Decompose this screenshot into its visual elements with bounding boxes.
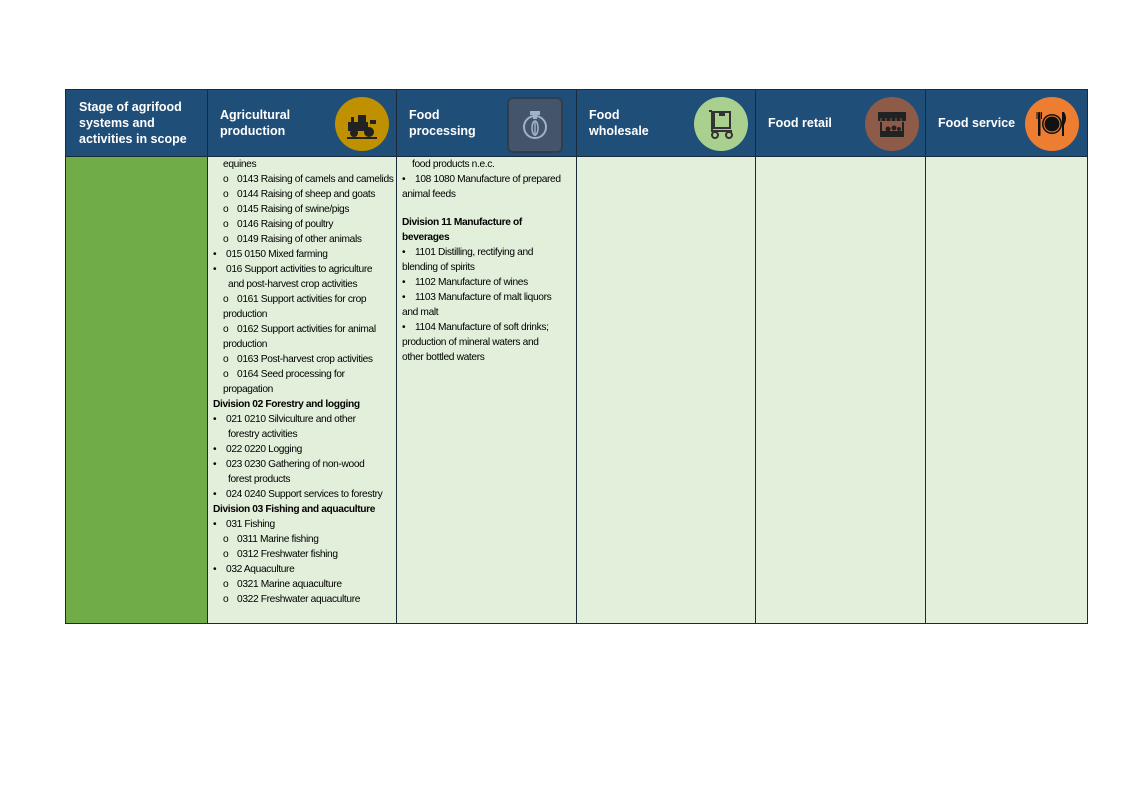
list-item: • 023 0230 Gathering of non-wood xyxy=(213,459,365,470)
list-item: o 0322 Freshwater aquaculture xyxy=(223,594,361,605)
stage-cell xyxy=(66,157,208,624)
list-item: equines xyxy=(223,159,257,170)
list-item: propagation xyxy=(223,384,273,395)
list-item: • 032 Aquaculture xyxy=(213,564,295,575)
food-processing-header xyxy=(397,90,577,157)
food-retail-label: Food retail xyxy=(768,116,832,130)
food-processing-cell xyxy=(397,157,577,624)
list-item: production of mineral waters and xyxy=(402,337,539,348)
food-retail-cell xyxy=(756,157,926,624)
list-item: • 1103 Manufacture of malt liquors xyxy=(402,292,552,303)
list-item: • 1102 Manufacture of wines xyxy=(402,277,528,288)
food-retail-header xyxy=(756,90,926,157)
list-item: • 022 0220 Logging xyxy=(213,444,302,455)
list-item: o 0144 Raising of sheep and goats xyxy=(223,189,376,200)
list-item: • 016 Support activities to agriculture xyxy=(213,264,373,275)
list-item: production xyxy=(223,339,268,350)
stage-header-label: Stage of agrifood systems and activities in scope xyxy=(79,100,187,146)
tractor-icon xyxy=(335,97,389,151)
list-item: and malt xyxy=(402,307,439,318)
list-item: • 015 0150 Mixed farming xyxy=(213,249,328,260)
header-row xyxy=(66,90,1088,157)
list-item: • 024 0240 Support services to forestry xyxy=(213,489,383,500)
agri-production-header xyxy=(208,90,397,157)
food-processing-label: Food processing xyxy=(409,108,476,138)
warehouse-cart-icon xyxy=(694,97,748,151)
list-item: blending of spirits xyxy=(402,262,475,273)
food-wholesale-cell xyxy=(577,157,756,624)
stage-header xyxy=(66,90,208,157)
list-item: o 0146 Raising of poultry xyxy=(223,219,334,230)
list-item: forest products xyxy=(228,474,291,485)
list-item: o 0321 Marine aquaculture xyxy=(223,579,342,590)
list-item: • 1101 Distilling, rectifying and xyxy=(402,247,534,258)
scope-row xyxy=(66,157,1088,624)
list-item: o 0164 Seed processing for xyxy=(223,369,345,380)
list-item: • 1104 Manufacture of soft drinks; xyxy=(402,322,549,333)
division-heading: Division 03 Fishing and aquaculture xyxy=(213,504,376,515)
list-item: production xyxy=(223,309,268,320)
market-stall-icon xyxy=(865,97,919,151)
list-item: o 0311 Marine fishing xyxy=(223,534,319,545)
division-heading: Division 11 Manufacture of xyxy=(402,217,522,228)
list-item: o 0162 Support activities for animal xyxy=(223,324,376,335)
list-item: • 021 0210 Silviculture and other xyxy=(213,414,356,425)
food-wholesale-label: Food wholesale xyxy=(589,108,649,138)
list-item: o 0161 Support activities for crop xyxy=(223,294,367,305)
list-item: other bottled waters xyxy=(402,352,485,363)
list-item: o 0143 Raising of camels and camelids xyxy=(223,174,394,185)
plate-cutlery-icon xyxy=(1025,97,1079,151)
food-wholesale-header xyxy=(577,90,756,157)
agri-production-cell xyxy=(208,157,397,624)
list-item: o 0149 Raising of other animals xyxy=(223,234,362,245)
list-item: forestry activities xyxy=(228,429,298,440)
list-item: and post-harvest crop activities xyxy=(228,279,358,290)
food-service-label: Food service xyxy=(938,116,1016,130)
list-item: o 0145 Raising of swine/pigs xyxy=(223,204,350,215)
list-item: o 0163 Post-harvest crop activities xyxy=(223,354,373,365)
food-service-cell xyxy=(926,157,1088,624)
agri-production-label: Agricultural production xyxy=(220,108,291,138)
list-item: food products n.e.c. xyxy=(412,159,495,170)
list-item: • 031 Fishing xyxy=(213,519,275,530)
list-item: o 0312 Freshwater fishing xyxy=(223,549,338,560)
factory-grain-icon xyxy=(507,97,563,153)
food-service-header xyxy=(926,90,1088,157)
division-heading: beverages xyxy=(402,232,450,243)
list-item: • 108 1080 Manufacture of prepared xyxy=(402,174,561,185)
scope-table xyxy=(65,89,1088,624)
division-heading: Division 02 Forestry and logging xyxy=(213,399,360,410)
list-item: animal feeds xyxy=(402,189,456,200)
